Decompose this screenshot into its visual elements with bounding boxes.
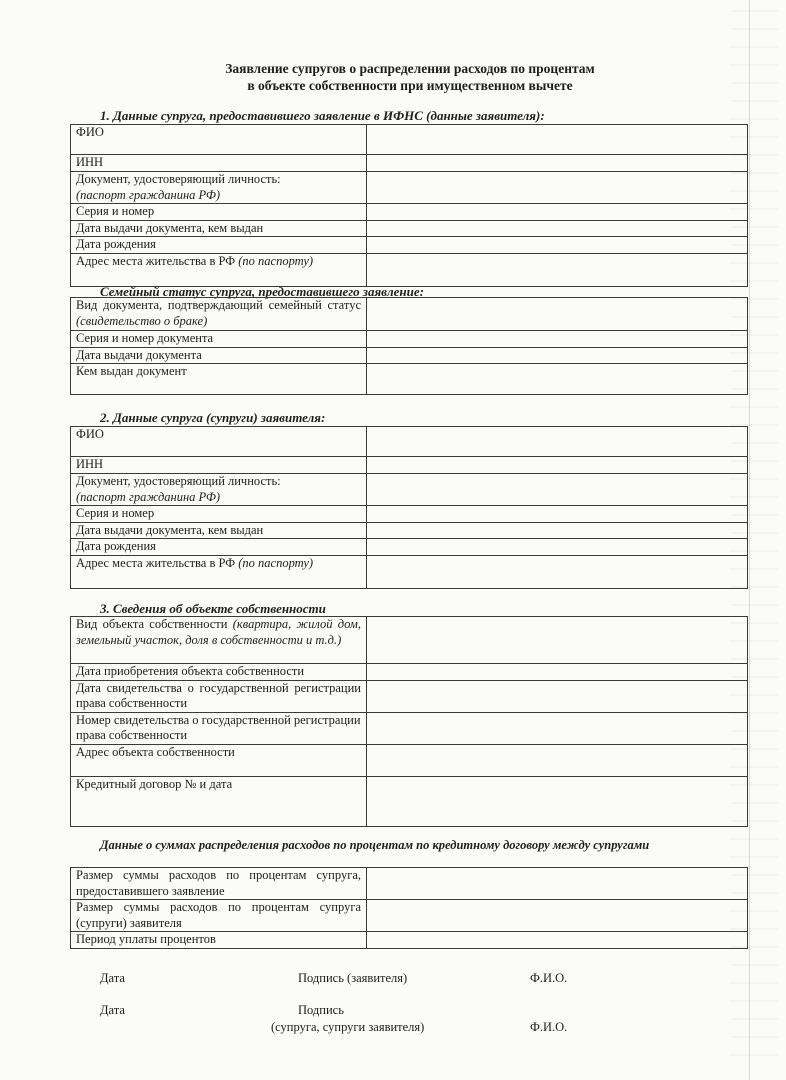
dist-period-field[interactable] <box>367 932 748 949</box>
sig-date-label-2: Дата <box>100 1003 125 1017</box>
family-heading: Семейный статус супруга, предоставившего заявление: <box>100 284 424 299</box>
s3-address-field[interactable] <box>367 744 748 776</box>
s1-fio-field[interactable] <box>367 125 748 155</box>
s2-birth-field[interactable] <box>367 539 748 556</box>
s2-fio-field[interactable] <box>367 427 748 457</box>
section2-heading: 2. Данные супруга (супруги) заявителя: <box>100 410 326 425</box>
s3-credit-field[interactable] <box>367 776 748 826</box>
s2-series-label: Серия и номер <box>71 506 367 523</box>
s2-address-field[interactable] <box>367 555 748 588</box>
title-line-2: в объекте собственности при имущественном вычете <box>247 78 573 93</box>
s3-address-label: Адрес объекта собственности <box>71 744 367 776</box>
s1-address-label <box>71 253 367 286</box>
s2-doc-text: Документ, удостоверяющий личность: <box>76 474 281 488</box>
fam-date-label: Дата выдачи документа <box>71 347 367 364</box>
s1-doc-text: Документ, удостоверяющий личность: <box>76 172 281 186</box>
fam-series-label: Серия и номер документа <box>71 331 367 348</box>
fam-kind-label <box>71 298 367 331</box>
dist-period-label: Период уплаты процентов <box>71 932 367 949</box>
s1-doc-label <box>71 172 367 204</box>
family-table <box>70 297 748 395</box>
s2-doc-field[interactable] <box>367 474 748 506</box>
s1-series-field[interactable] <box>367 204 748 221</box>
s2-inn-field[interactable] <box>367 457 748 474</box>
s2-issue-label: Дата выдачи документа, кем выдан <box>71 522 367 539</box>
s1-issue-field[interactable] <box>367 220 748 237</box>
fam-issuer-label: Кем выдан документ <box>71 364 367 395</box>
s1-issue-label: Дата выдачи документа, кем выдан <box>71 220 367 237</box>
sig-sign-label-1: Подпись (заявителя) <box>298 971 408 985</box>
s1-address-text: Адрес места жительства в РФ <box>76 253 236 268</box>
s3-acq-label: Дата приобретения объекта собственности <box>71 664 367 681</box>
s3-kind-note: (квартира, жилой дом, земельный участок, доля в собственности и т.д.) <box>76 617 361 647</box>
s2-address-text: Адрес места жительства в РФ <box>76 555 236 570</box>
fam-kind-field[interactable] <box>367 298 748 331</box>
distribution-table <box>70 867 748 949</box>
dist-applicant-field[interactable] <box>367 868 748 900</box>
s2-address-note: (по паспорту) <box>238 555 314 570</box>
s3-acq-field[interactable] <box>367 664 748 681</box>
s1-doc-note: (паспорт гражданина РФ) <box>76 187 221 202</box>
s1-fio-label: ФИО <box>71 125 367 155</box>
section2-table <box>70 426 748 589</box>
sig-fio-label-2: Ф.И.О. <box>530 1020 568 1034</box>
s3-kind-text: Вид объекта собственности <box>76 617 228 631</box>
title-line-1: Заявление супругов о распределении расходов по процентам <box>225 61 595 76</box>
s3-credit-label: Кредитный договор № и дата <box>71 776 367 826</box>
distribution-heading: Данные о суммах распределения расходов по процентам по кредитному договору между супругами <box>100 838 650 852</box>
s1-inn-label: ИНН <box>71 155 367 172</box>
section1-table <box>70 124 748 287</box>
fam-kind-note: (свидетельство о браке) <box>76 313 208 328</box>
section3-heading: 3. Сведения об объекте собственности <box>100 601 326 616</box>
s2-inn-label: ИНН <box>71 457 367 474</box>
sig-date-label-1: Дата <box>100 971 125 985</box>
fam-issuer-field[interactable] <box>367 364 748 395</box>
dist-spouse-label: Размер суммы расходов по процентам супруга (супруги) заявителя <box>71 900 367 932</box>
section3-table <box>70 616 748 827</box>
fam-series-field[interactable] <box>367 331 748 348</box>
s1-series-label: Серия и номер <box>71 204 367 221</box>
s2-doc-note: (паспорт гражданина РФ) <box>76 489 221 504</box>
s1-address-note: (по паспорту) <box>238 253 314 268</box>
fam-kind-text: Вид документа, подтверждающий семейный статус <box>76 298 361 312</box>
s3-cert-date-label: Дата свидетельства о государственной регистрации права собственности <box>71 680 367 712</box>
s2-series-field[interactable] <box>367 506 748 523</box>
s2-birth-label: Дата рождения <box>71 539 367 556</box>
document-title <box>100 60 720 94</box>
s3-kind-label <box>71 617 367 664</box>
s2-fio-label: ФИО <box>71 427 367 457</box>
dist-spouse-field[interactable] <box>367 900 748 932</box>
s1-inn-field[interactable] <box>367 155 748 172</box>
sig-sign-sub-2: (супруга, супруги заявителя) <box>271 1020 425 1034</box>
s1-doc-field[interactable] <box>367 172 748 204</box>
s3-cert-num-field[interactable] <box>367 712 748 744</box>
dist-applicant-label: Размер суммы расходов по процентам супруга, предоставившего заявление <box>71 868 367 900</box>
s3-cert-date-field[interactable] <box>367 680 748 712</box>
section1-heading: 1. Данные супруга, предоставившего заявление в ИФНС (данные заявителя): <box>100 108 545 123</box>
s2-address-label <box>71 555 367 588</box>
s1-birth-label: Дата рождения <box>71 237 367 254</box>
s1-birth-field[interactable] <box>367 237 748 254</box>
sig-fio-label-1: Ф.И.О. <box>530 971 568 985</box>
s2-doc-label <box>71 474 367 506</box>
s3-kind-field[interactable] <box>367 617 748 664</box>
fam-date-field[interactable] <box>367 347 748 364</box>
s2-issue-field[interactable] <box>367 522 748 539</box>
s3-cert-num-label: Номер свидетельства о государственной регистрации права собственности <box>71 712 367 744</box>
sig-sign-label-2: Подпись <box>298 1003 344 1017</box>
s1-address-field[interactable] <box>367 253 748 286</box>
